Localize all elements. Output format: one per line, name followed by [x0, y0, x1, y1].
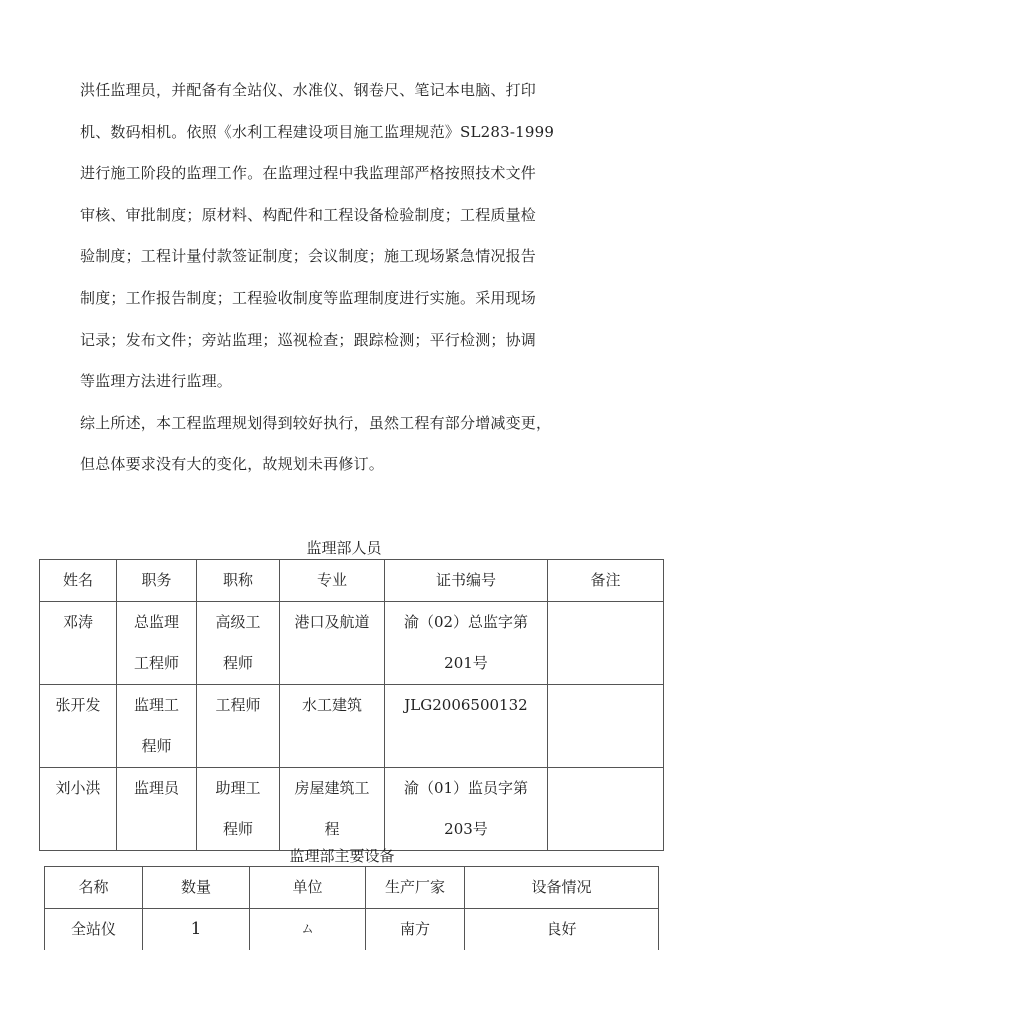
header-cell: 职称: [197, 560, 280, 602]
cell-text: 工程师: [133, 654, 179, 672]
table-row: [40, 602, 664, 685]
staff-note: [548, 768, 664, 851]
cell-text: 水工建筑: [301, 696, 362, 714]
body-line: 审核、审批制度；原材料、构配件和工程设备检验制度；工程质量检: [80, 205, 537, 224]
body-line: 洪任监理员，并配备有全站仪、水准仪、钢卷尺、笔记本电脑、打印: [80, 81, 537, 99]
header-cell: 数量: [143, 867, 250, 909]
body-text: [80, 70, 600, 486]
equipment-name: 全站仪: [45, 909, 143, 951]
cell-text: 203号: [444, 820, 488, 838]
header-cell: 职务: [117, 560, 197, 602]
cell-text: 渝（02）总监字第: [403, 613, 529, 631]
cell-text: 程师: [222, 820, 253, 838]
staff-cert: [385, 768, 548, 851]
equipment-qty: 1: [143, 909, 250, 951]
cell-text: 助理工: [215, 779, 261, 797]
table-row: [45, 909, 659, 951]
staff-name: [40, 602, 117, 685]
body-line: 进行施工阶段的监理工作。在监理过程中我监理部严格按照技术文件: [80, 164, 537, 183]
body-line: 验制度；工程计量付款签证制度；会议制度；施工现场紧急情况报告: [80, 247, 537, 266]
cell-text: 201号: [444, 654, 488, 672]
body-line: 记录；发布文件；旁站监理；巡视检查；跟踪检测；平行检测；协调: [80, 330, 537, 349]
cell-text: 程: [324, 820, 340, 838]
equipment-table: [44, 866, 659, 950]
body-line: 综上所述，本工程监理规划得到较好执行，虽然工程有部分增减变更，: [80, 413, 552, 432]
cell-text: JLG2006500132: [404, 696, 528, 714]
staff-note: [548, 602, 664, 685]
header-cell: 证书编号: [385, 560, 548, 602]
header-cell: 设备情况: [465, 867, 659, 909]
equipment-table-caption: 监理部主要设备: [289, 847, 395, 865]
staff-title: [197, 685, 280, 768]
staff-header-row: [40, 560, 664, 602]
header-cell: 备注: [548, 560, 664, 602]
staff-position: [117, 602, 197, 685]
equipment-condition: 良好: [465, 909, 659, 951]
header-cell: 名称: [45, 867, 143, 909]
body-line: 制度；工作报告制度；工程验收制度等监理制度进行实施。采用现场: [80, 288, 537, 307]
staff-note: [548, 685, 664, 768]
equipment-header-row: [45, 867, 659, 909]
table-row: [40, 685, 664, 768]
body-line: 等监理方法进行监理。: [80, 372, 233, 391]
staff-major: [280, 602, 385, 685]
body-line: 但总体要求没有大的变化，故规划未再修订。: [80, 455, 385, 474]
staff-position: [117, 768, 197, 851]
cell-text: 邓涛: [62, 613, 93, 631]
staff-cert: [385, 602, 548, 685]
cell-text: 渝（01）监员字第: [403, 779, 529, 797]
cell-text: 张开发: [55, 696, 101, 714]
cell-text: 监理工: [133, 696, 179, 714]
cell-text: 程师: [222, 654, 253, 672]
staff-title: [197, 768, 280, 851]
staff-cert: [385, 685, 548, 768]
table-row: [40, 768, 664, 851]
cell-text: 港口及航道: [294, 613, 370, 631]
cell-text: 程师: [141, 737, 172, 755]
staff-table: [39, 559, 664, 851]
cell-text: 刘小洪: [55, 779, 101, 797]
staff-table-caption: 监理部人员: [306, 539, 382, 557]
staff-position: [117, 685, 197, 768]
cell-text: 总监理: [133, 613, 179, 631]
header-cell: 单位: [250, 867, 366, 909]
header-cell: 生产厂家: [366, 867, 465, 909]
cell-text: 监理员: [133, 779, 179, 797]
staff-name: [40, 768, 117, 851]
body-line: 机、数码相机。依照《水利工程建设项目施工监理规范》SL283-1999: [80, 122, 555, 141]
staff-name: [40, 685, 117, 768]
staff-major: [280, 768, 385, 851]
header-cell: 专业: [280, 560, 385, 602]
cell-text: 工程师: [215, 696, 261, 714]
staff-title: [197, 602, 280, 685]
cell-text: 高级工: [215, 613, 261, 631]
staff-major: [280, 685, 385, 768]
header-cell: 姓名: [40, 560, 117, 602]
equipment-maker: 南方: [366, 909, 465, 951]
equipment-unit: ム: [250, 909, 366, 951]
cell-text: 房屋建筑工: [294, 779, 370, 797]
